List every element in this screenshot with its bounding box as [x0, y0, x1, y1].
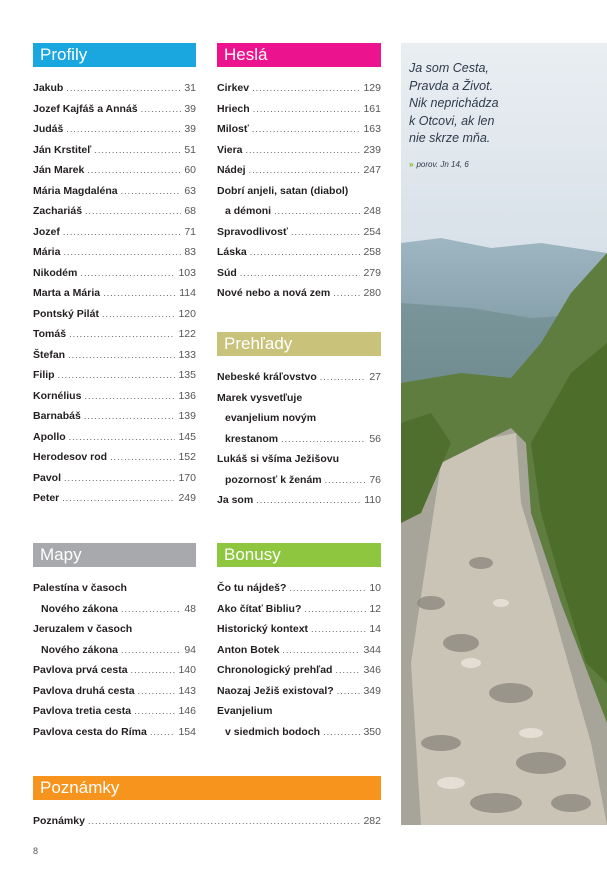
toc-entry-page: 163 — [363, 123, 381, 135]
toc-entry-page: 10 — [369, 582, 381, 594]
toc-entry[interactable] — [33, 103, 196, 124]
quote-reference-text: porov. Jn 14, 6 — [416, 160, 469, 169]
toc-entry[interactable] — [217, 103, 381, 124]
toc-entry-page: 254 — [363, 225, 381, 238]
section-poznamky — [33, 776, 381, 836]
toc-entry-label: Herodesov rod — [33, 451, 108, 463]
toc-entry-label: Chronologický prehľad — [217, 664, 333, 676]
leader-dots — [58, 370, 176, 380]
section-hesla — [217, 43, 381, 308]
toc-entry-label: Apollo — [33, 430, 66, 443]
toc-entry-label: Hriech — [217, 102, 250, 115]
toc-entry[interactable] — [217, 287, 381, 308]
leader-dots — [88, 816, 361, 826]
toc-entry-label: Marek vysvetľuje — [217, 391, 303, 404]
toc-entry-label: Ako čítať Bibliu? — [217, 602, 302, 615]
leader-dots — [325, 475, 367, 485]
toc-entry[interactable] — [217, 123, 381, 144]
toc-entry-page: 31 — [184, 82, 196, 94]
leader-dots — [121, 186, 182, 196]
toc-entry-page: 136 — [178, 389, 196, 402]
toc-entry-label: Barnabáš — [33, 410, 81, 422]
leader-dots — [103, 288, 176, 298]
leader-dots — [84, 391, 175, 401]
toc-entry-page: 170 — [178, 471, 196, 484]
bible-quote — [409, 60, 599, 148]
toc-entry-label: Pavlova druhá cesta — [33, 684, 135, 697]
quote-line: k Otcovi, ak len — [409, 113, 495, 128]
toc-entry-label: Marta a Mária — [33, 287, 101, 299]
toc-entry-label: Mária Magdaléna — [33, 184, 118, 197]
toc-entry[interactable] — [217, 246, 381, 267]
leader-dots — [335, 665, 360, 675]
toc-entry-page: 110 — [364, 494, 381, 506]
leader-dots — [249, 165, 361, 175]
toc-entry-label: Nového zákona — [41, 643, 119, 656]
toc-entry-page: 129 — [363, 82, 381, 94]
toc-entry[interactable] — [33, 328, 196, 349]
toc-entry[interactable] — [217, 685, 381, 706]
toc-entry[interactable] — [33, 705, 196, 726]
leader-dots — [311, 624, 366, 634]
toc-entry-label: Jeruzalem v časoch — [33, 623, 133, 635]
toc-entry[interactable] — [217, 392, 381, 413]
leader-dots — [64, 473, 175, 483]
quote-line: Ja som Cesta, — [409, 61, 489, 75]
quote-reference — [409, 160, 469, 169]
leader-dots — [250, 247, 361, 257]
leader-dots — [141, 104, 182, 114]
section-bonusy — [217, 543, 381, 746]
toc-entry-page: 39 — [184, 102, 196, 115]
toc-entry-label: pozornosť k ženám — [225, 473, 322, 486]
toc-entry[interactable] — [217, 205, 381, 226]
toc-entry-label: Kornélius — [33, 389, 82, 402]
toc-entry-page: 282 — [363, 815, 381, 827]
leader-dots — [68, 350, 175, 360]
toc-entry[interactable] — [217, 267, 381, 288]
leader-dots — [84, 411, 176, 421]
toc-entry-label: Pavlova cesta do Ríma — [33, 725, 147, 738]
leader-dots — [63, 247, 181, 257]
toc-entry[interactable] — [33, 308, 196, 329]
toc-entry-page: 27 — [369, 371, 381, 383]
toc-entry[interactable] — [33, 226, 196, 247]
toc-entry-page: 140 — [178, 664, 196, 676]
toc-entry-page: 143 — [178, 684, 196, 697]
toc-entry[interactable] — [217, 144, 381, 165]
toc-entry[interactable] — [217, 705, 381, 726]
toc-entry-page: 71 — [184, 225, 196, 238]
section-header-prehlady: Prehľady — [217, 332, 381, 356]
toc-entry-label: Peter — [33, 492, 60, 504]
toc-entry[interactable] — [217, 644, 381, 665]
toc-entry-label: Viera — [217, 143, 243, 156]
toc-entry[interactable] — [217, 453, 381, 474]
leader-dots — [252, 124, 361, 134]
leader-dots — [281, 434, 366, 444]
toc-entry-label: v siedmich bodoch — [225, 725, 321, 738]
toc-entry-page: 56 — [369, 432, 381, 445]
toc-entry-label: Judáš — [33, 123, 64, 135]
toc-entry[interactable] — [33, 644, 196, 665]
leader-dots — [110, 452, 175, 462]
leader-dots — [121, 645, 181, 655]
toc-entry[interactable] — [217, 82, 381, 103]
toc-entry-label: a démoni — [225, 205, 272, 217]
toc-entry[interactable] — [217, 494, 381, 515]
toc-entry[interactable] — [217, 433, 381, 454]
section-profily — [33, 43, 196, 513]
toc-entry[interactable] — [33, 726, 196, 747]
double-arrow-icon: » — [409, 160, 414, 169]
leader-dots — [274, 206, 360, 216]
toc-entry[interactable] — [217, 726, 381, 747]
toc-entry-label: Pavol — [33, 471, 62, 484]
toc-entry[interactable] — [33, 185, 196, 206]
toc-entry-label: Cirkev — [217, 82, 250, 94]
toc-entry[interactable] — [33, 390, 196, 411]
leader-dots — [80, 268, 175, 278]
toc-entry-label: Dobrí anjeli, satan (diabol) — [217, 184, 349, 197]
toc-entry-page: 146 — [178, 705, 196, 717]
toc-entry-label: Pavlova tretia cesta — [33, 705, 132, 717]
toc-entry-page: 120 — [178, 307, 196, 320]
toc-entry-page: 258 — [363, 246, 381, 258]
toc-entry-page: 94 — [184, 643, 196, 656]
leader-dots — [94, 145, 181, 155]
toc-entry[interactable] — [217, 164, 381, 185]
toc-entry-page: 350 — [363, 725, 381, 738]
toc-entry[interactable] — [217, 664, 381, 685]
toc-entry[interactable] — [33, 623, 196, 644]
toc-entry-label: Ján Marek — [33, 164, 85, 176]
toc-entry-page: 279 — [363, 266, 381, 279]
toc-entry[interactable] — [33, 349, 196, 370]
toc-entry-page: 133 — [178, 348, 196, 361]
toc-entry-label: Anton Botek — [217, 643, 280, 656]
leader-dots — [150, 727, 176, 737]
toc-entry-page: 103 — [178, 266, 196, 279]
leader-dots — [253, 104, 361, 114]
toc-entry[interactable] — [33, 82, 196, 103]
toc-entry-page: 14 — [369, 623, 381, 635]
leader-dots — [337, 686, 361, 696]
toc-entry-label: Milosť — [217, 123, 249, 135]
toc-entry-page: 76 — [369, 473, 381, 486]
toc-entry-page: 12 — [369, 602, 381, 615]
toc-entry-label: Tomáš — [33, 328, 67, 340]
leader-dots — [66, 124, 181, 134]
section-prehlady — [217, 332, 381, 515]
toc-entry-label: Filip — [33, 369, 55, 381]
leader-dots — [320, 372, 367, 382]
toc-entry-label: krestanom — [225, 432, 279, 445]
toc-entry-page: 154 — [178, 725, 196, 738]
toc-entry[interactable] — [33, 582, 196, 603]
toc-entry-label: Jozef Kajfáš a Annáš — [33, 102, 138, 115]
toc-entry-page: 63 — [184, 184, 196, 197]
toc-entry[interactable] — [33, 287, 196, 308]
leader-dots — [333, 288, 360, 298]
toc-entry-page: 152 — [178, 451, 196, 463]
toc-entry-label: Nádej — [217, 164, 246, 176]
toc-entry[interactable] — [33, 410, 196, 431]
toc-entry-page: 247 — [363, 164, 381, 176]
toc-entry[interactable] — [33, 205, 196, 226]
toc-entry-label: Palestína v časoch — [33, 582, 127, 594]
quote-line: nie skrze mňa. — [409, 131, 491, 145]
toc-entry-page: 344 — [363, 643, 381, 656]
toc-entry-page: 135 — [178, 369, 196, 381]
toc-entry-label: Jozef — [33, 225, 60, 238]
toc-entry-label: Nebeské kráľovstvo — [217, 371, 317, 383]
toc-entry-label: Pontský Pilát — [33, 307, 99, 320]
toc-entry[interactable] — [33, 369, 196, 390]
leader-dots — [69, 329, 175, 339]
toc-entry[interactable] — [33, 123, 196, 144]
leader-dots — [62, 493, 175, 503]
section-header-profily: Profily — [33, 43, 196, 67]
toc-entry[interactable] — [217, 226, 381, 247]
toc-entry-label: Nového zákona — [41, 602, 119, 615]
toc-entry[interactable] — [33, 492, 196, 513]
toc-entry[interactable] — [33, 431, 196, 452]
leader-dots — [138, 686, 176, 696]
leader-dots — [240, 268, 361, 278]
leader-dots — [131, 665, 176, 675]
toc-entry-page: 48 — [184, 602, 196, 615]
toc-entry-label: Pavlova prvá cesta — [33, 664, 128, 676]
toc-entry-label: Evanjelium — [217, 705, 273, 717]
toc-entry[interactable] — [33, 603, 196, 624]
toc-entry-label: Súd — [217, 266, 237, 279]
leader-dots — [291, 227, 361, 237]
toc-entry-page: 83 — [184, 246, 196, 258]
toc-entry[interactable] — [217, 474, 381, 495]
leader-dots — [69, 432, 176, 442]
toc-entry[interactable] — [33, 267, 196, 288]
toc-entry[interactable] — [33, 246, 196, 267]
toc-entry-page: 239 — [363, 143, 381, 156]
leader-dots — [246, 145, 361, 155]
leader-dots — [66, 83, 181, 93]
toc-entry[interactable] — [217, 623, 381, 644]
leader-dots — [304, 604, 366, 614]
toc-entry[interactable] — [33, 164, 196, 185]
section-header-hesla: Heslá — [217, 43, 381, 67]
toc-entry-page: 114 — [179, 287, 196, 299]
toc-entry[interactable] — [217, 371, 381, 392]
toc-entry-page: 122 — [178, 328, 196, 340]
toc-entry-page: 349 — [363, 684, 381, 697]
toc-entry-page: 346 — [363, 664, 381, 676]
leader-dots — [252, 83, 360, 93]
toc-entry-label: Naozaj Ježiš existoval? — [217, 684, 334, 697]
toc-entry-page: 145 — [178, 430, 196, 443]
toc-entry-page: 161 — [363, 102, 381, 115]
toc-entry[interactable] — [217, 603, 381, 624]
toc-entry[interactable] — [33, 144, 196, 165]
section-header-mapy: Mapy — [33, 543, 196, 567]
toc-entry-page: 60 — [184, 164, 196, 176]
toc-entry-label: Ján Krstiteľ — [33, 143, 92, 156]
toc-entry-label: Poznámky — [33, 815, 85, 827]
toc-entry-label: Štefan — [33, 348, 66, 361]
toc-entry-page: 249 — [178, 492, 196, 504]
toc-entry-label: Historický kontext — [217, 623, 309, 635]
toc-entry-label: Čo tu nájdeš? — [217, 582, 287, 594]
leader-dots — [282, 645, 360, 655]
leader-dots — [289, 583, 366, 593]
toc-entry-label: Lukáš si všíma Ježišovu — [217, 453, 339, 465]
toc-entry-label: evanjelium novým — [225, 412, 317, 424]
toc-entry-label: Mária — [33, 246, 61, 258]
toc-entry[interactable] — [33, 451, 196, 472]
leader-dots — [121, 604, 181, 614]
toc-entry-label: Spravodlivosť — [217, 225, 288, 238]
section-header-bonusy: Bonusy — [217, 543, 381, 567]
toc-entry-label: Nové nebo a nová zem — [217, 287, 331, 299]
toc-entry[interactable] — [217, 582, 381, 603]
section-mapy — [33, 543, 196, 746]
leader-dots — [102, 309, 176, 319]
toc-entry[interactable] — [33, 815, 381, 836]
leader-dots — [256, 495, 361, 505]
leader-dots — [134, 706, 175, 716]
toc-entry[interactable] — [217, 185, 381, 206]
toc-entry-page: 39 — [184, 123, 196, 135]
page-number: 8 — [33, 846, 39, 856]
leader-dots — [87, 165, 181, 175]
toc-entry[interactable] — [33, 472, 196, 493]
leader-dots — [323, 727, 360, 737]
leader-dots — [85, 206, 181, 216]
toc-entry-label: Ja som — [217, 494, 254, 506]
toc-entry-page: 280 — [363, 287, 381, 299]
toc-entry-label: Jakub — [33, 82, 64, 94]
leader-dots — [63, 227, 181, 237]
toc-entry-page: 139 — [178, 410, 196, 422]
toc-entry-label: Nikodém — [33, 266, 78, 279]
toc-entry-page: 51 — [184, 143, 196, 156]
toc-entry-page: 68 — [184, 205, 196, 217]
section-header-poznamky: Poznámky — [33, 776, 381, 800]
toc-entry-label: Zachariáš — [33, 205, 83, 217]
quote-line: Nik neprichádza — [409, 96, 499, 110]
toc-entry[interactable] — [217, 412, 381, 433]
toc-entry-page: 248 — [363, 205, 381, 217]
toc-entry-label: Láska — [217, 246, 247, 258]
quote-line: Pravda a Život. — [409, 78, 494, 93]
toc-entry[interactable] — [33, 664, 196, 685]
toc-entry[interactable] — [33, 685, 196, 706]
